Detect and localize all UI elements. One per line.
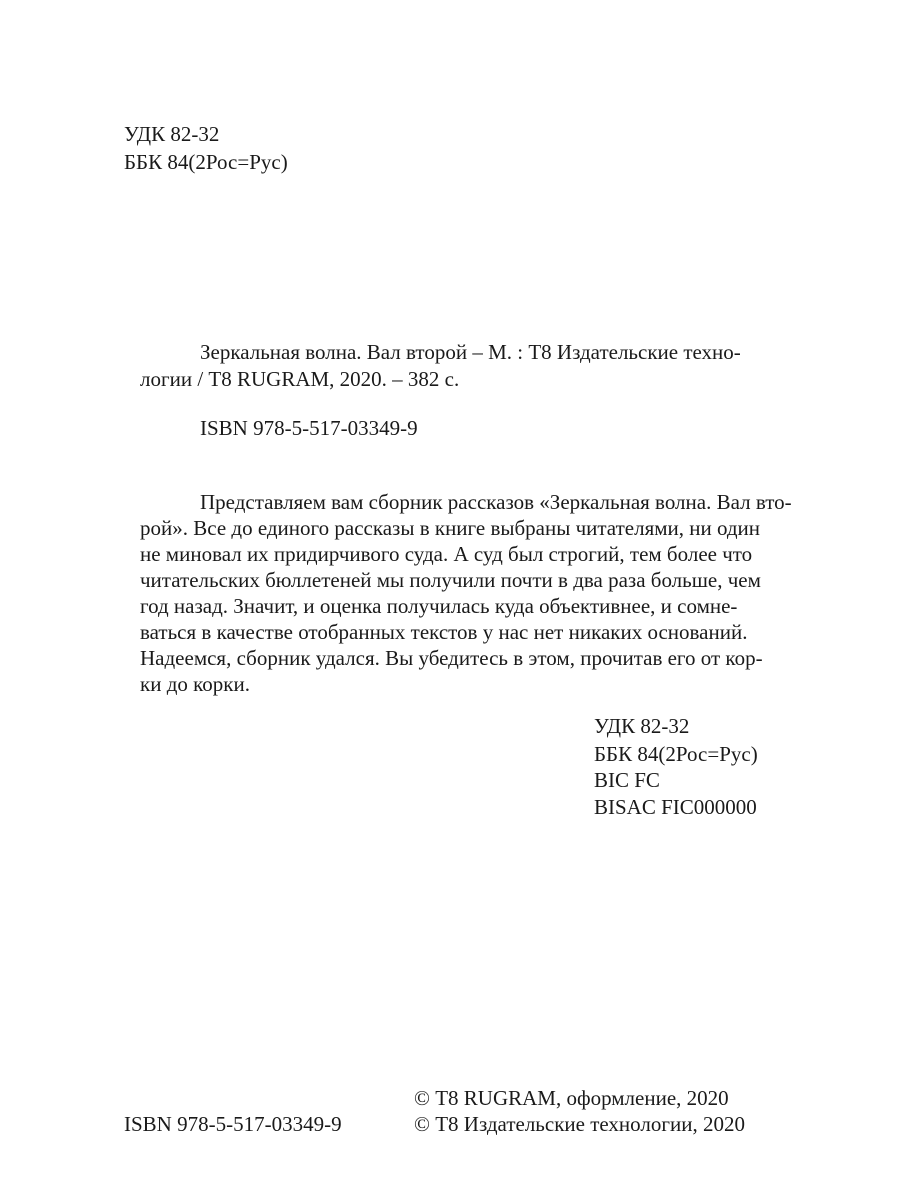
bisac-code: BISAC FIC000000 (594, 795, 757, 819)
bbk-code: ББК 84(2Рос=Рус) (594, 742, 758, 766)
udk-code: УДК 82-32 (594, 714, 690, 738)
isbn-footer: ISBN 978-5-517-03349-9 (124, 1112, 342, 1136)
copyright-publisher: © Т8 Издательские технологии, 2020 (414, 1112, 745, 1136)
biblio-line-2: логии / Т8 RUGRAM, 2020. – 382 с. (140, 367, 460, 391)
isbn-main: ISBN 978-5-517-03349-9 (200, 416, 418, 440)
bic-code: BIC FC (594, 768, 660, 792)
annotation-line: ваться в качестве отобранных текстов у нас нет никаких оснований. (140, 620, 748, 644)
annotation-line: читательских бюллетеней мы получили почти в два раза больше, чем (140, 568, 761, 592)
copyright-design: © Т8 RUGRAM, оформление, 2020 (414, 1086, 729, 1110)
annotation-line: не миновал их придирчивого суда. А суд был строгий, тем более что (140, 542, 753, 566)
annotation-line: Представляем вам сборник рассказов «Зеркальная волна. Вал вто- (200, 490, 792, 514)
annotation-line: год назад. Значит, и оценка получилась куда объективнее, и сомне- (140, 594, 738, 618)
annotation-line: рой». Все до единого рассказы в книге выбраны читателями, ни один (140, 516, 761, 540)
biblio-line-1: Зеркальная волна. Вал второй – М. : Т8 Издательские техно- (200, 340, 741, 364)
bbk-top: ББК 84(2Рос=Рус) (124, 150, 288, 174)
udk-top: УДК 82-32 (124, 122, 220, 146)
annotation-line: Надеемся, сборник удался. Вы убедитесь в этом, прочитав его от кор- (140, 646, 763, 670)
annotation-line: ки до корки. (140, 672, 250, 696)
